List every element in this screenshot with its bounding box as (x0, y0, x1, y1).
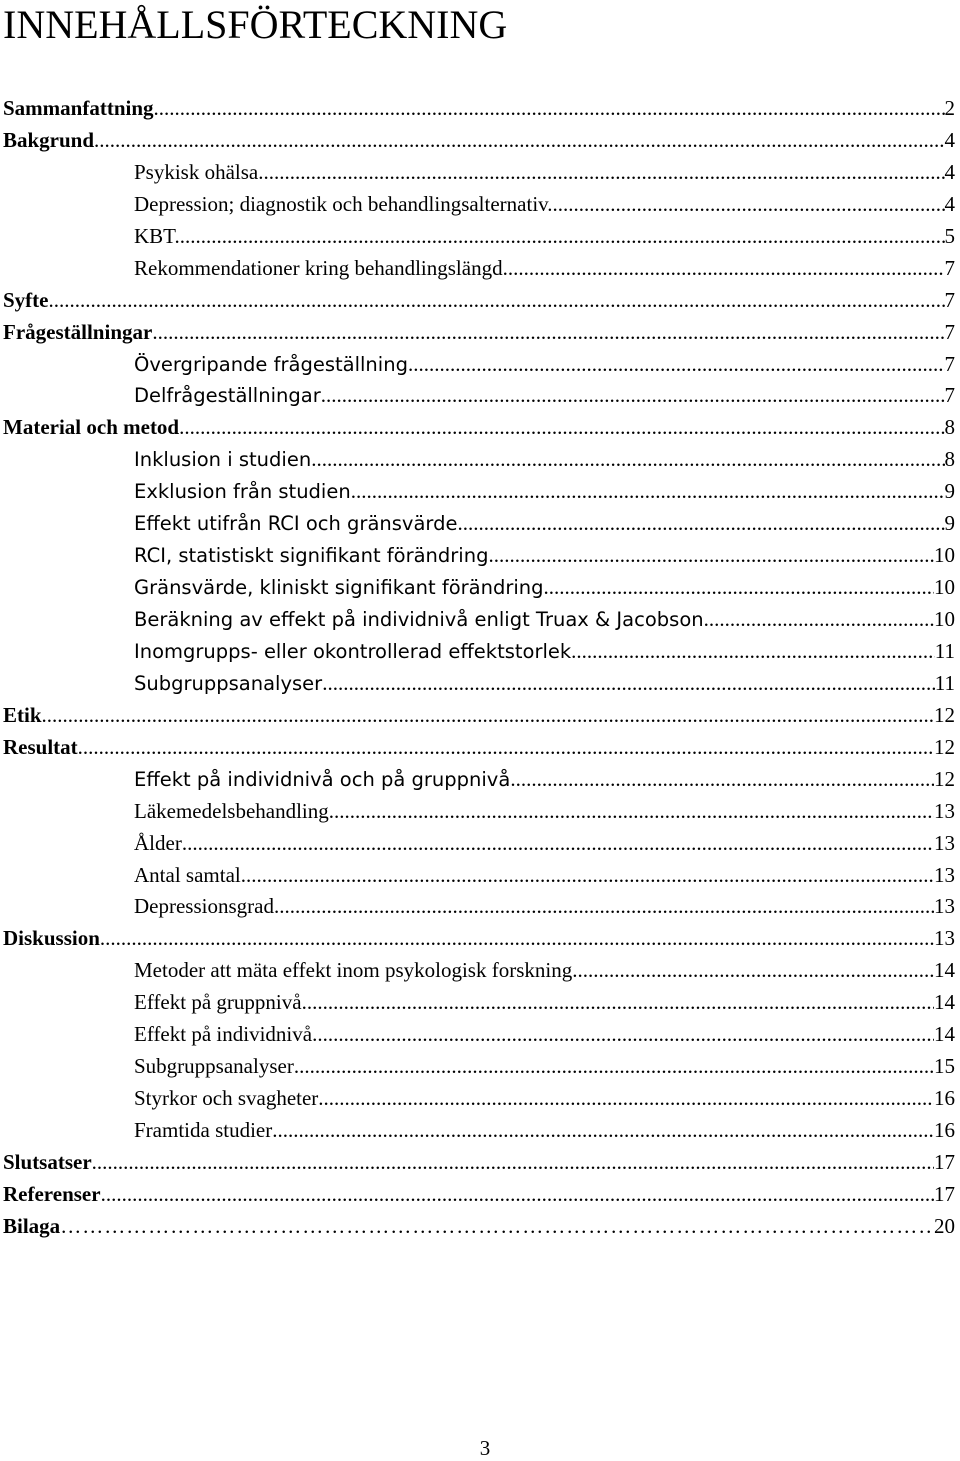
toc-entry-title: Slutsatser (3, 1149, 92, 1174)
toc-dot-leader (510, 764, 934, 796)
toc-dot-leader (272, 1115, 934, 1147)
toc-entry-title: Depressionsgrad (134, 894, 274, 919)
toc-entry-title: Material och metod (3, 415, 180, 440)
toc-entry-page-number: 9 (944, 479, 955, 504)
toc-entry[interactable] (3, 93, 955, 125)
toc-entry-title: Effekt på gruppnivå (134, 990, 302, 1015)
toc-dot-leader (42, 700, 934, 732)
toc-entry-title: Framtida studier (134, 1118, 273, 1142)
toc-entry[interactable] (3, 796, 955, 828)
toc-entry-page-number: 4 (944, 159, 955, 184)
toc-entry-page-number: 13 (934, 894, 955, 919)
toc-dot-leader (264, 157, 945, 189)
toc-entry[interactable] (3, 828, 955, 860)
toc-entry-page-number: 14 (934, 958, 955, 983)
toc-dot-leader (311, 444, 944, 476)
toc-entry-page-number: 4 (944, 127, 955, 152)
toc-dot-leader (351, 476, 945, 508)
toc-dot-leader (101, 1179, 934, 1211)
toc-entry-page-number: 7 (944, 287, 955, 312)
toc-entry-page-number: 17 (934, 1149, 955, 1174)
toc-entry[interactable] (3, 1083, 955, 1115)
toc-entry-page-number: 12 (934, 766, 955, 791)
toc-entry[interactable] (3, 1019, 955, 1051)
toc-dot-leader (49, 285, 945, 317)
toc-entry-title: Läkemedelsbehandling (134, 798, 329, 823)
toc-entry-page-number: 15 (934, 1054, 955, 1079)
toc-entry[interactable] (3, 349, 955, 381)
toc-entry-title: Effekt på individnivå (134, 1022, 313, 1047)
toc-dot-leader (704, 604, 934, 636)
toc-entry[interactable] (3, 253, 955, 285)
toc-entry-title: Bilaga (3, 1213, 61, 1238)
toc-dot-leader (294, 1051, 934, 1083)
toc-entry[interactable] (3, 189, 955, 221)
toc-entry-title: Bakgrund (3, 127, 95, 152)
toc-entry[interactable] (3, 540, 955, 572)
toc-dot-leader (94, 125, 944, 157)
toc-entry-title: Effekt utifrån RCI och gränsvärde (134, 512, 458, 536)
toc-dot-leader (322, 668, 935, 700)
document-title: INNEHÅLLSFÖRTECKNING (3, 2, 508, 47)
toc-entry-page-number: 11 (934, 638, 955, 663)
toc-entry[interactable] (3, 412, 955, 444)
toc-entry-page-number: 9 (944, 511, 955, 536)
toc-entry[interactable] (3, 380, 955, 412)
toc-entry-page-number: 7 (944, 255, 955, 280)
toc-entry[interactable] (3, 891, 955, 923)
toc-entry-page-number: 17 (934, 1181, 955, 1206)
toc-entry-page-number: 8 (944, 447, 955, 472)
toc-dot-leader (312, 1019, 934, 1051)
toc-entry[interactable] (3, 125, 955, 157)
toc-entry-page-number: 7 (944, 351, 955, 376)
toc-dot-leader (321, 380, 945, 412)
toc-entry-title: Subgruppsanalyser (134, 1054, 294, 1079)
toc-entry[interactable] (3, 285, 955, 317)
toc-entry[interactable] (3, 700, 955, 732)
toc-entry[interactable] (3, 1115, 955, 1147)
toc-dot-leader (182, 828, 934, 860)
toc-entry-page-number: 4 (944, 191, 955, 216)
toc-dot-leader (544, 572, 934, 604)
toc-entry-page-number: 13 (934, 798, 955, 823)
page-number: 3 (479, 1436, 491, 1460)
toc-entry-title: Referenser (3, 1181, 101, 1206)
toc-dot-leader (553, 189, 945, 221)
toc-entry[interactable] (3, 572, 955, 604)
toc-entry[interactable] (3, 955, 955, 987)
toc-dot-leader (274, 891, 934, 923)
toc-dot-leader (571, 636, 935, 668)
toc-entry-page-number: 16 (934, 1118, 955, 1142)
toc-entry[interactable] (3, 668, 955, 700)
toc-entry-title: Delfrågeställningar (134, 384, 321, 408)
toc-dot-leader (572, 955, 934, 987)
toc-entry-title: Syfte (3, 287, 49, 312)
toc-entry-title: Depression; diagnostik och behandlingsalternativ. (134, 191, 553, 216)
toc-entry[interactable] (3, 444, 955, 476)
toc-entry-title: Diskussion (3, 926, 100, 951)
toc-entry[interactable] (3, 1147, 955, 1179)
toc-entry-page-number: 11 (934, 670, 955, 695)
toc-dot-leader (329, 796, 934, 828)
toc-entry-title: Effekt på individnivå och på gruppnivå (134, 767, 511, 791)
toc-entry[interactable] (3, 987, 955, 1019)
toc-dot-leader (180, 221, 945, 253)
toc-entry-page-number: 16 (934, 1086, 955, 1111)
toc-entry[interactable] (3, 732, 955, 764)
toc-entry-page-number: 7 (944, 319, 955, 344)
toc-entry-page-number: 7 (944, 383, 955, 408)
toc-entry-title: Antal samtal (134, 862, 241, 887)
toc-entry-page-number: 10 (934, 543, 955, 568)
toc-dot-leader (152, 317, 944, 349)
toc-dot-leader (488, 540, 934, 572)
toc-entry-page-number: 12 (934, 702, 955, 727)
toc-dot-leader (78, 732, 934, 764)
table-of-contents (3, 93, 955, 1243)
toc-dot-leader (92, 1147, 934, 1179)
toc-entry-page-number: 12 (934, 734, 955, 759)
toc-entry[interactable] (3, 1179, 955, 1211)
toc-entry-page-number: 20 (934, 1213, 955, 1238)
toc-entry-page-number: 13 (934, 830, 955, 855)
toc-entry-page-number: 8 (944, 415, 955, 440)
toc-entry-title: Ålder (134, 830, 182, 855)
toc-dot-leader (408, 349, 945, 381)
toc-entry-page-number: 13 (934, 862, 955, 887)
toc-dot-leader (318, 1083, 934, 1115)
toc-entry-title: Psykisk ohälsa. (134, 159, 264, 184)
toc-entry[interactable] (3, 1051, 955, 1083)
toc-entry-title: Övergripande frågeställning (134, 352, 408, 376)
toc-dot-leader (508, 253, 945, 285)
toc-entry-title: Sammanfattning (3, 96, 154, 120)
toc-dot-leader (60, 1211, 934, 1243)
toc-entry-title: Beräkning av effekt på individnivå enligt Truax & Jacobson (134, 608, 704, 631)
toc-entry[interactable] (3, 636, 955, 668)
toc-entry-page-number: 13 (934, 926, 955, 951)
toc-entry[interactable] (3, 923, 955, 955)
toc-entry[interactable] (3, 1211, 955, 1243)
toc-entry-title: Etik (3, 702, 42, 727)
toc-entry[interactable] (3, 157, 955, 189)
toc-entry-page-number: 5 (944, 223, 955, 248)
toc-entry-title: Gränsvärde, kliniskt signifikant förändring (134, 576, 544, 600)
toc-entry-page-number: 14 (934, 1022, 955, 1047)
toc-entry[interactable] (3, 476, 955, 508)
toc-entry[interactable] (3, 508, 955, 540)
toc-entry-title: Rekommendationer kring behandlingslängd. (134, 255, 508, 280)
toc-entry-page-number: 2 (944, 96, 955, 120)
toc-entry-title: Frågeställningar (3, 319, 153, 344)
toc-dot-leader (100, 923, 934, 955)
toc-entry[interactable] (3, 221, 955, 253)
toc-entry-title: Resultat (3, 734, 78, 759)
toc-entry-title: KBT. (134, 223, 180, 248)
toc-entry-page-number: 14 (934, 990, 955, 1015)
toc-dot-leader (241, 860, 934, 892)
toc-dot-leader (154, 93, 945, 125)
toc-entry-title: Exklusion från studien (134, 480, 351, 504)
toc-dot-leader (302, 987, 934, 1019)
toc-entry-title: Metoder att mäta effekt inom psykologisk forskning (134, 958, 573, 983)
toc-dot-leader (179, 412, 944, 444)
toc-entry[interactable] (3, 604, 955, 636)
toc-entry-title: Inklusion i studien (134, 448, 312, 472)
toc-entry[interactable] (3, 764, 955, 796)
toc-entry[interactable] (3, 317, 955, 349)
toc-entry-title: Subgruppsanalyser (134, 671, 323, 695)
toc-entry-title: RCI, statistiskt signifikant förändring (134, 544, 489, 568)
toc-entry-title: Inomgrupps- eller okontrollerad effektstorlek (134, 639, 572, 663)
toc-entry-page-number: 10 (934, 575, 955, 600)
toc-entry[interactable] (3, 860, 955, 892)
toc-entry-title: Styrkor och svagheter (134, 1086, 319, 1111)
toc-dot-leader (457, 508, 944, 540)
toc-entry-page-number: 10 (934, 607, 955, 631)
